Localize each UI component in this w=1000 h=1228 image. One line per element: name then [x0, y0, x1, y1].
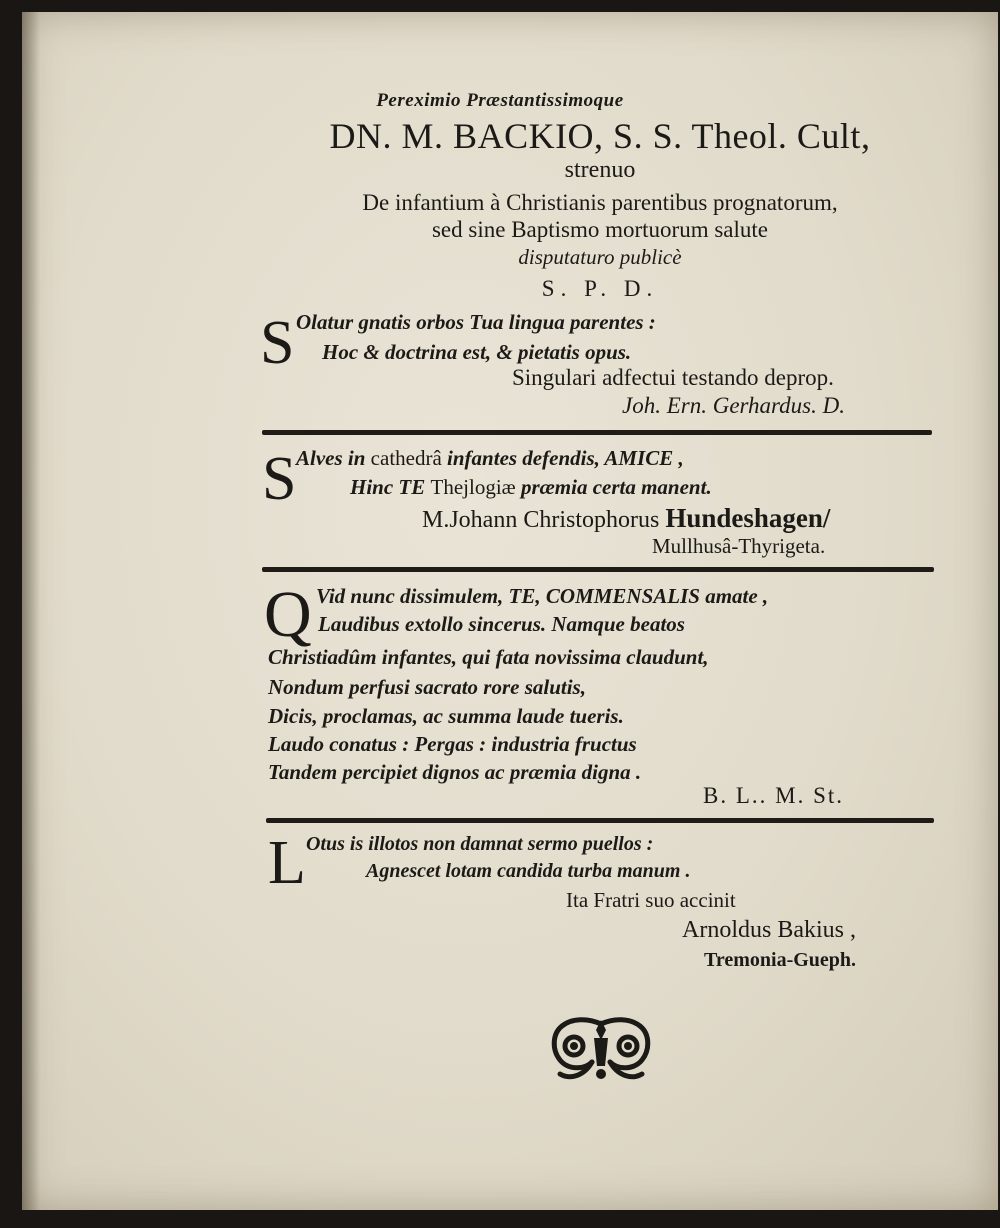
dropcap-l: L [268, 829, 306, 897]
section-divider-1 [262, 430, 932, 435]
poem3-line7: Tandem percipiet dignos ac præmia digna . [268, 760, 642, 784]
poem2-author [422, 503, 830, 534]
dropcap-q: Q [264, 578, 312, 651]
poem2-origin: Mullhusâ-Thyrigeta. [652, 534, 826, 558]
poem3-line4: Nondum perfusi sacrato rore salutis, [268, 675, 586, 699]
poem2-author-name: M.Johann Christophorus [422, 507, 666, 533]
poem3-line5: Dicis, proclamas, ac summa laude tueris. [268, 704, 624, 728]
poem1-signature: Joh. Ern. Gerhardus. D. [622, 393, 845, 418]
disputation-title: De infantium à Christianis parentibus prognatorum, [362, 190, 838, 215]
poem3-line6: Laudo conatus : Pergas : industria fructus [268, 732, 637, 756]
poem1-dedication: Singulari adfectui testando deprop. [512, 365, 834, 390]
poem3-line3: Christiadûm infantes, qui fata novissima claudunt, [268, 645, 709, 669]
dropcap-s-1: S [260, 309, 295, 377]
poem2-line2-b: Thejlogiæ [430, 475, 521, 499]
spd-salutation: S. P. D. [541, 276, 659, 301]
poem2-line1 [296, 446, 684, 471]
poem2-author-surname: Hundeshagen/ [665, 503, 831, 533]
poem2-line1-c: infantes defendis, AMICE , [447, 446, 684, 470]
poem2-line1-b: cathedrâ [370, 446, 448, 470]
disputaturo-line: disputaturo publicè [518, 245, 682, 269]
dropcap-s-2: S [262, 445, 297, 513]
poem4-signature-name: Arnoldus Bakius , [682, 917, 856, 943]
disputation-subtitle: sed sine Baptismo mortuorum salute [431, 217, 768, 242]
poem3-line2: Laudibus extollo sincerus. Namque beatos [318, 612, 685, 636]
recipient-name: DN. M. BACKIO, S. S. Theol. Cult, [329, 116, 871, 156]
poem4-line1: Otus is illotos non damnat sermo puellos : [306, 833, 654, 855]
poem1-line1: Olatur gnatis orbos Tua lingua parentes : [296, 310, 656, 334]
header-strenuo: strenuo [564, 157, 636, 183]
poem2-line2-a: Hinc TE [350, 475, 431, 499]
dedication-line: Pereximio Præstantissimoque [376, 90, 624, 111]
poem2-line1-a: Alves in [296, 446, 371, 470]
section-divider-2 [262, 567, 934, 572]
poem1-line2: Hoc & doctrina est, & pietatis opus. [322, 340, 632, 364]
poem2-line2-c: præmia certa manent. [520, 475, 712, 499]
poem2-line2 [350, 475, 712, 500]
poem3-signature: B. L.. M. St. [703, 783, 845, 808]
poem4-dedication: Ita Fratri suo accinit [566, 888, 736, 912]
poem4-line2: Agnescet lotam candida turba manum . [366, 860, 691, 882]
poem4-signature-origin: Tremonia-Gueph. [704, 949, 857, 971]
ornament-vignette-icon [548, 1016, 654, 1084]
page-gutter-shadow [22, 12, 40, 1210]
poem3-line1: Vid nunc dissimulem, TE, COMMENSALIS amate , [316, 584, 769, 608]
section-divider-3 [266, 818, 934, 823]
